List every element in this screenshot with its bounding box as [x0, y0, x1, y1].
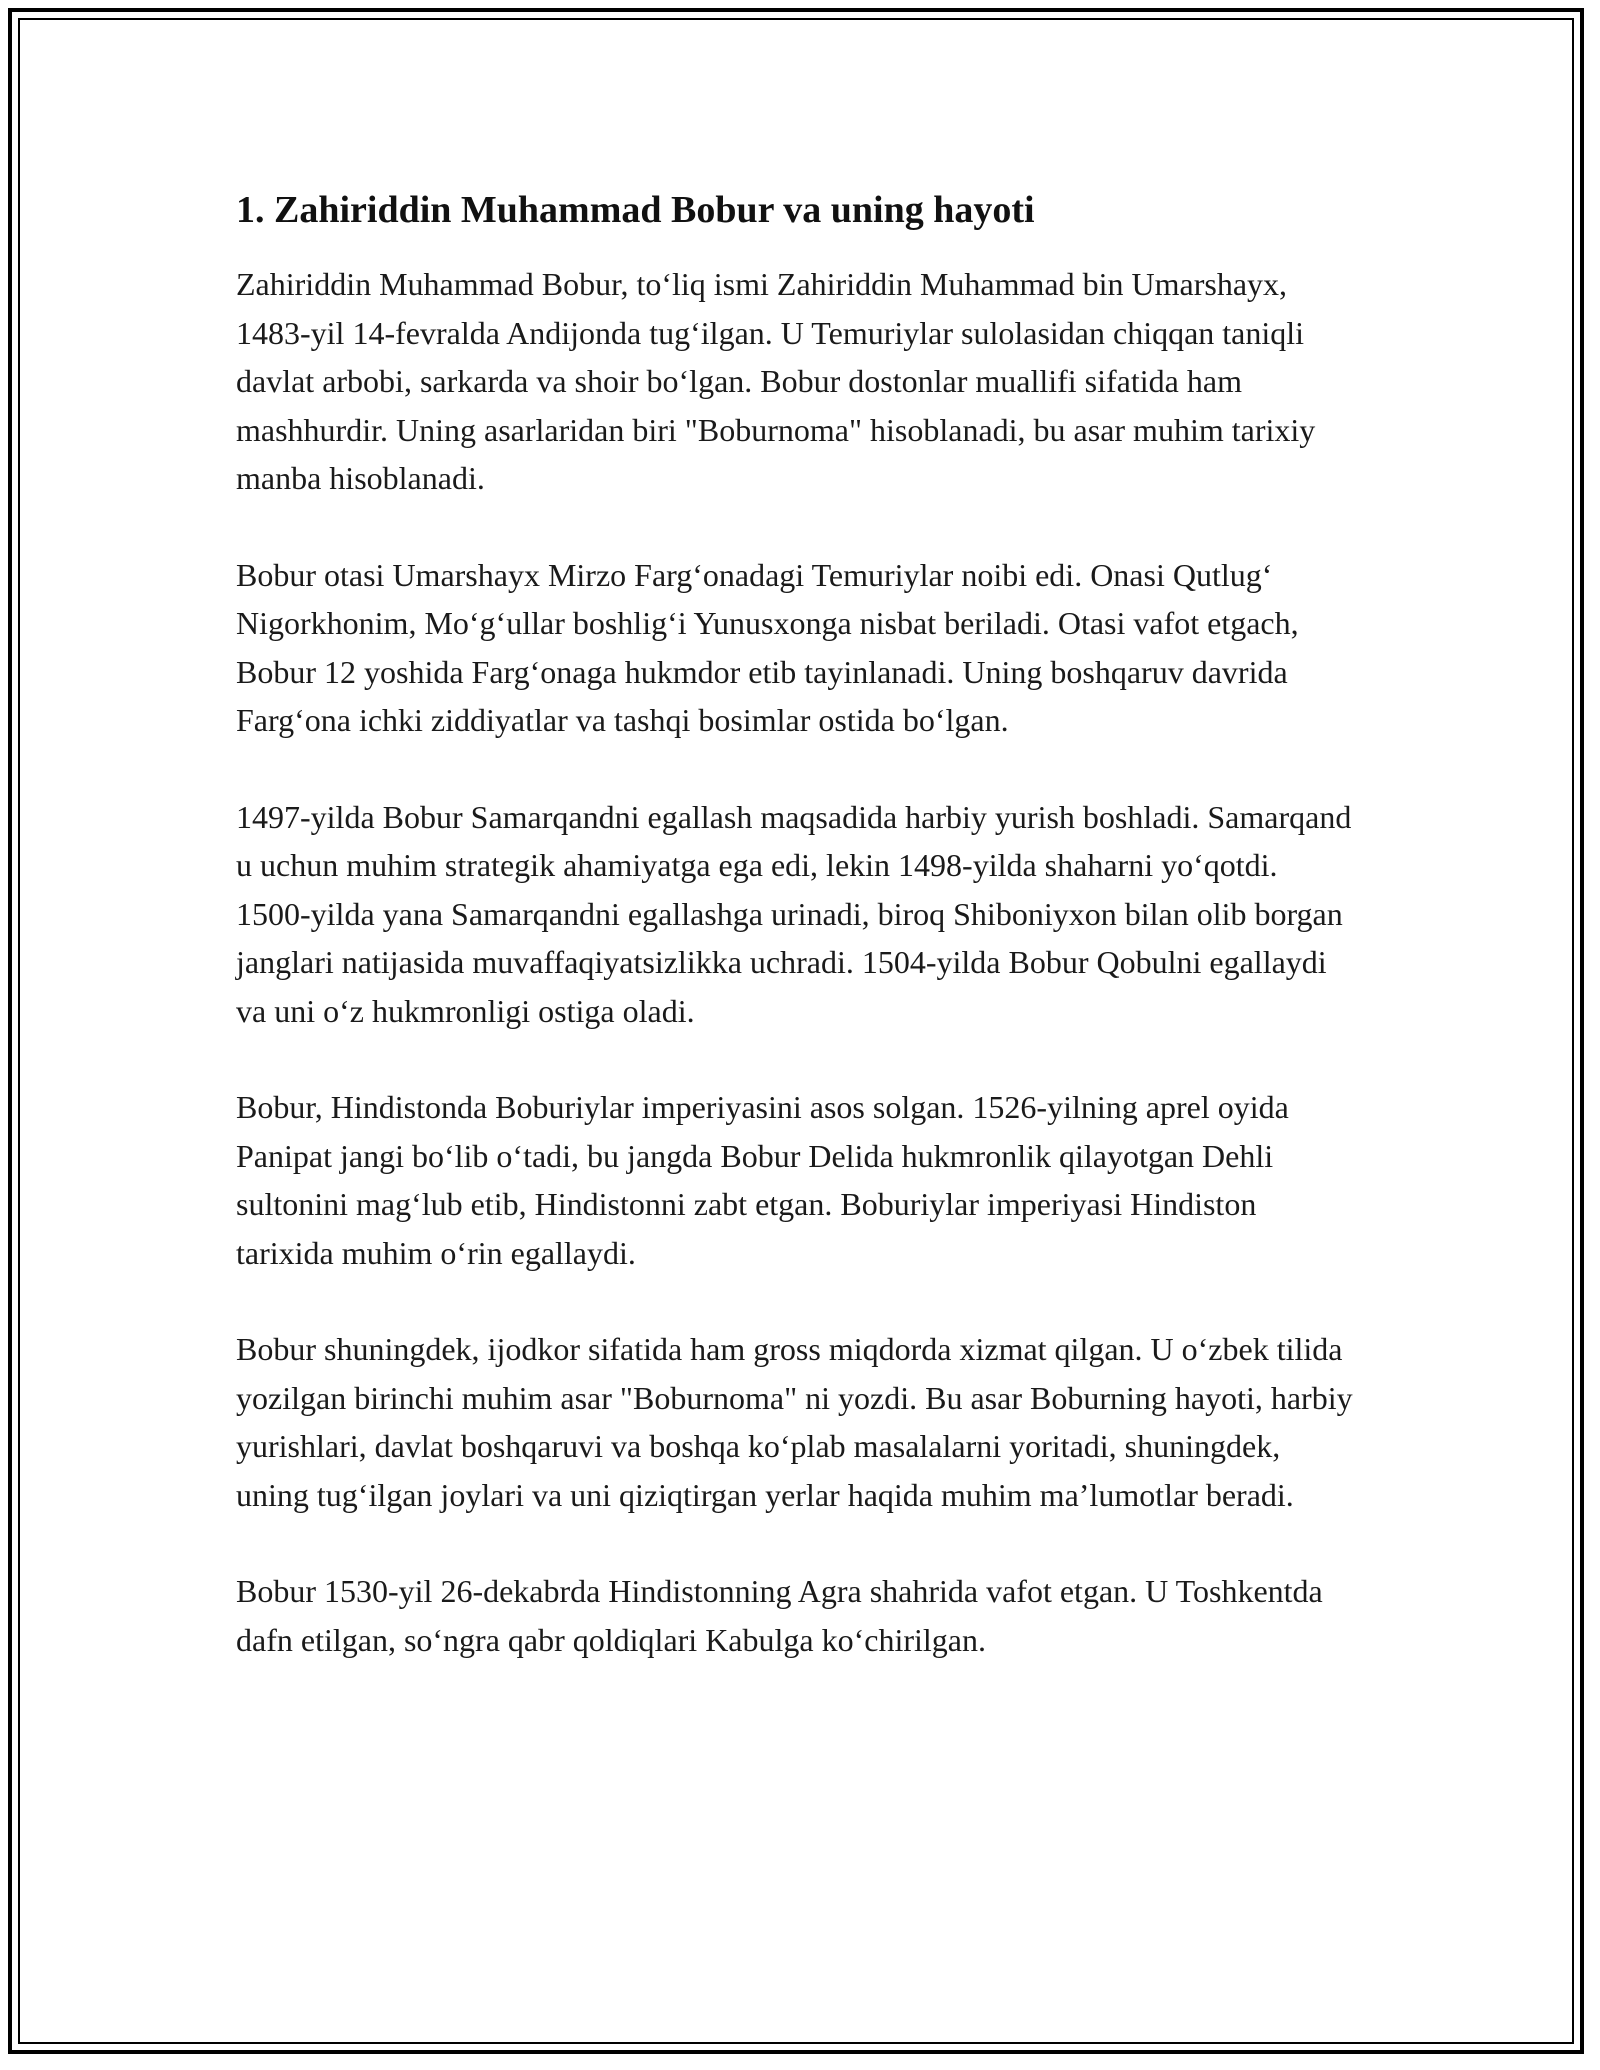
document-title: 1. Zahiriddin Muhammad Bobur va uning hayoti: [236, 189, 1035, 231]
paragraph-samarkand-campaigns: 1497-yilda Bobur Samarqandni egallash maqsadida harbiy yurish boshladi. Samarqand u uchun muhim strategik ahamiyatga ega edi, lekin 1498-yilda shaharni yo‘qotdi. 1500-yilda yana Samarqandni egallashga urinadi, biroq Shiboniyxon bilan olib borgan janglari natijasida muvaffaqiyatsizlikka uchradi. 1504-yilda Bobur Qobulni egallaydi va uni o‘z hukmronligi ostiga oladi.: [236, 798, 1352, 1029]
paragraph-early-life: Zahiriddin Muhammad Bobur, to‘liq ismi Zahiriddin Muhammad bin Umarshayx, 1483-yil 14-fevralda Andijonda tug‘ilgan. U Temuriylar sulolasidan chiqqan taniqli davlat arbobi, sarkarda va shoir bo‘lgan. Bobur dostonlar muallifi sifatida ham mashhurdir. Uning asarlaridan biri "Boburnoma" hisoblanadi, bu asar muhim tarixiy manba hisoblanadi.: [236, 266, 1316, 496]
paragraph-boburnoma: Bobur shuningdek, ijodkor sifatida ham gross miqdorda xizmat qilgan. U o‘zbek tilida yozilgan birinchi muhim asar "Boburnoma" ni yozdi. Bu asar Boburning hayoti, harbiy yurishlari, davlat boshqaruvi va boshqa ko‘plab masalalarni yoritadi, shuningdek, uning tug‘ilgan joylari va uni qiziqtirgan yerlar haqida muhim ma’lumotlar beradi.: [236, 1331, 1353, 1513]
paragraph-india-empire: Bobur, Hindistonda Boburiylar imperiyasini asos solgan. 1526-yilning aprel oyida Panipat jangi bo‘lib o‘tadi, bu jangda Bobur Delida hukmronlik qilayotgan Dehli sultonini mag‘lub etib, Hindistonni zabt etgan. Boburiylar imperiyasi Hindiston tarixida muhim o‘rin egallaydi.: [236, 1089, 1289, 1271]
paragraph-family: Bobur otasi Umarshayx Mirzo Farg‘onadagi Temuriylar noibi edi. Onasi Qutlug‘ Nigorkhonim, Mo‘g‘ullar boshlig‘i Yunusxonga nisbat beriladi. Otasi vafot etgach, Bobur 12 yoshida Farg‘onaga hukmdor etib tayinlanadi. Uning boshqaruv davrida Farg‘ona ichki ziddiyatlar va tashqi bosimlar ostida bo‘lgan.: [236, 556, 1299, 738]
document-body: [236, 186, 1360, 1712]
paragraph-death: Bobur 1530-yil 26-dekabrda Hindistonning Agra shahrida vafot etgan. U Toshkentda dafn etilgan, so‘ngra qabr qoldiqlari Kabulga ko‘chirilgan.: [236, 1573, 1323, 1658]
